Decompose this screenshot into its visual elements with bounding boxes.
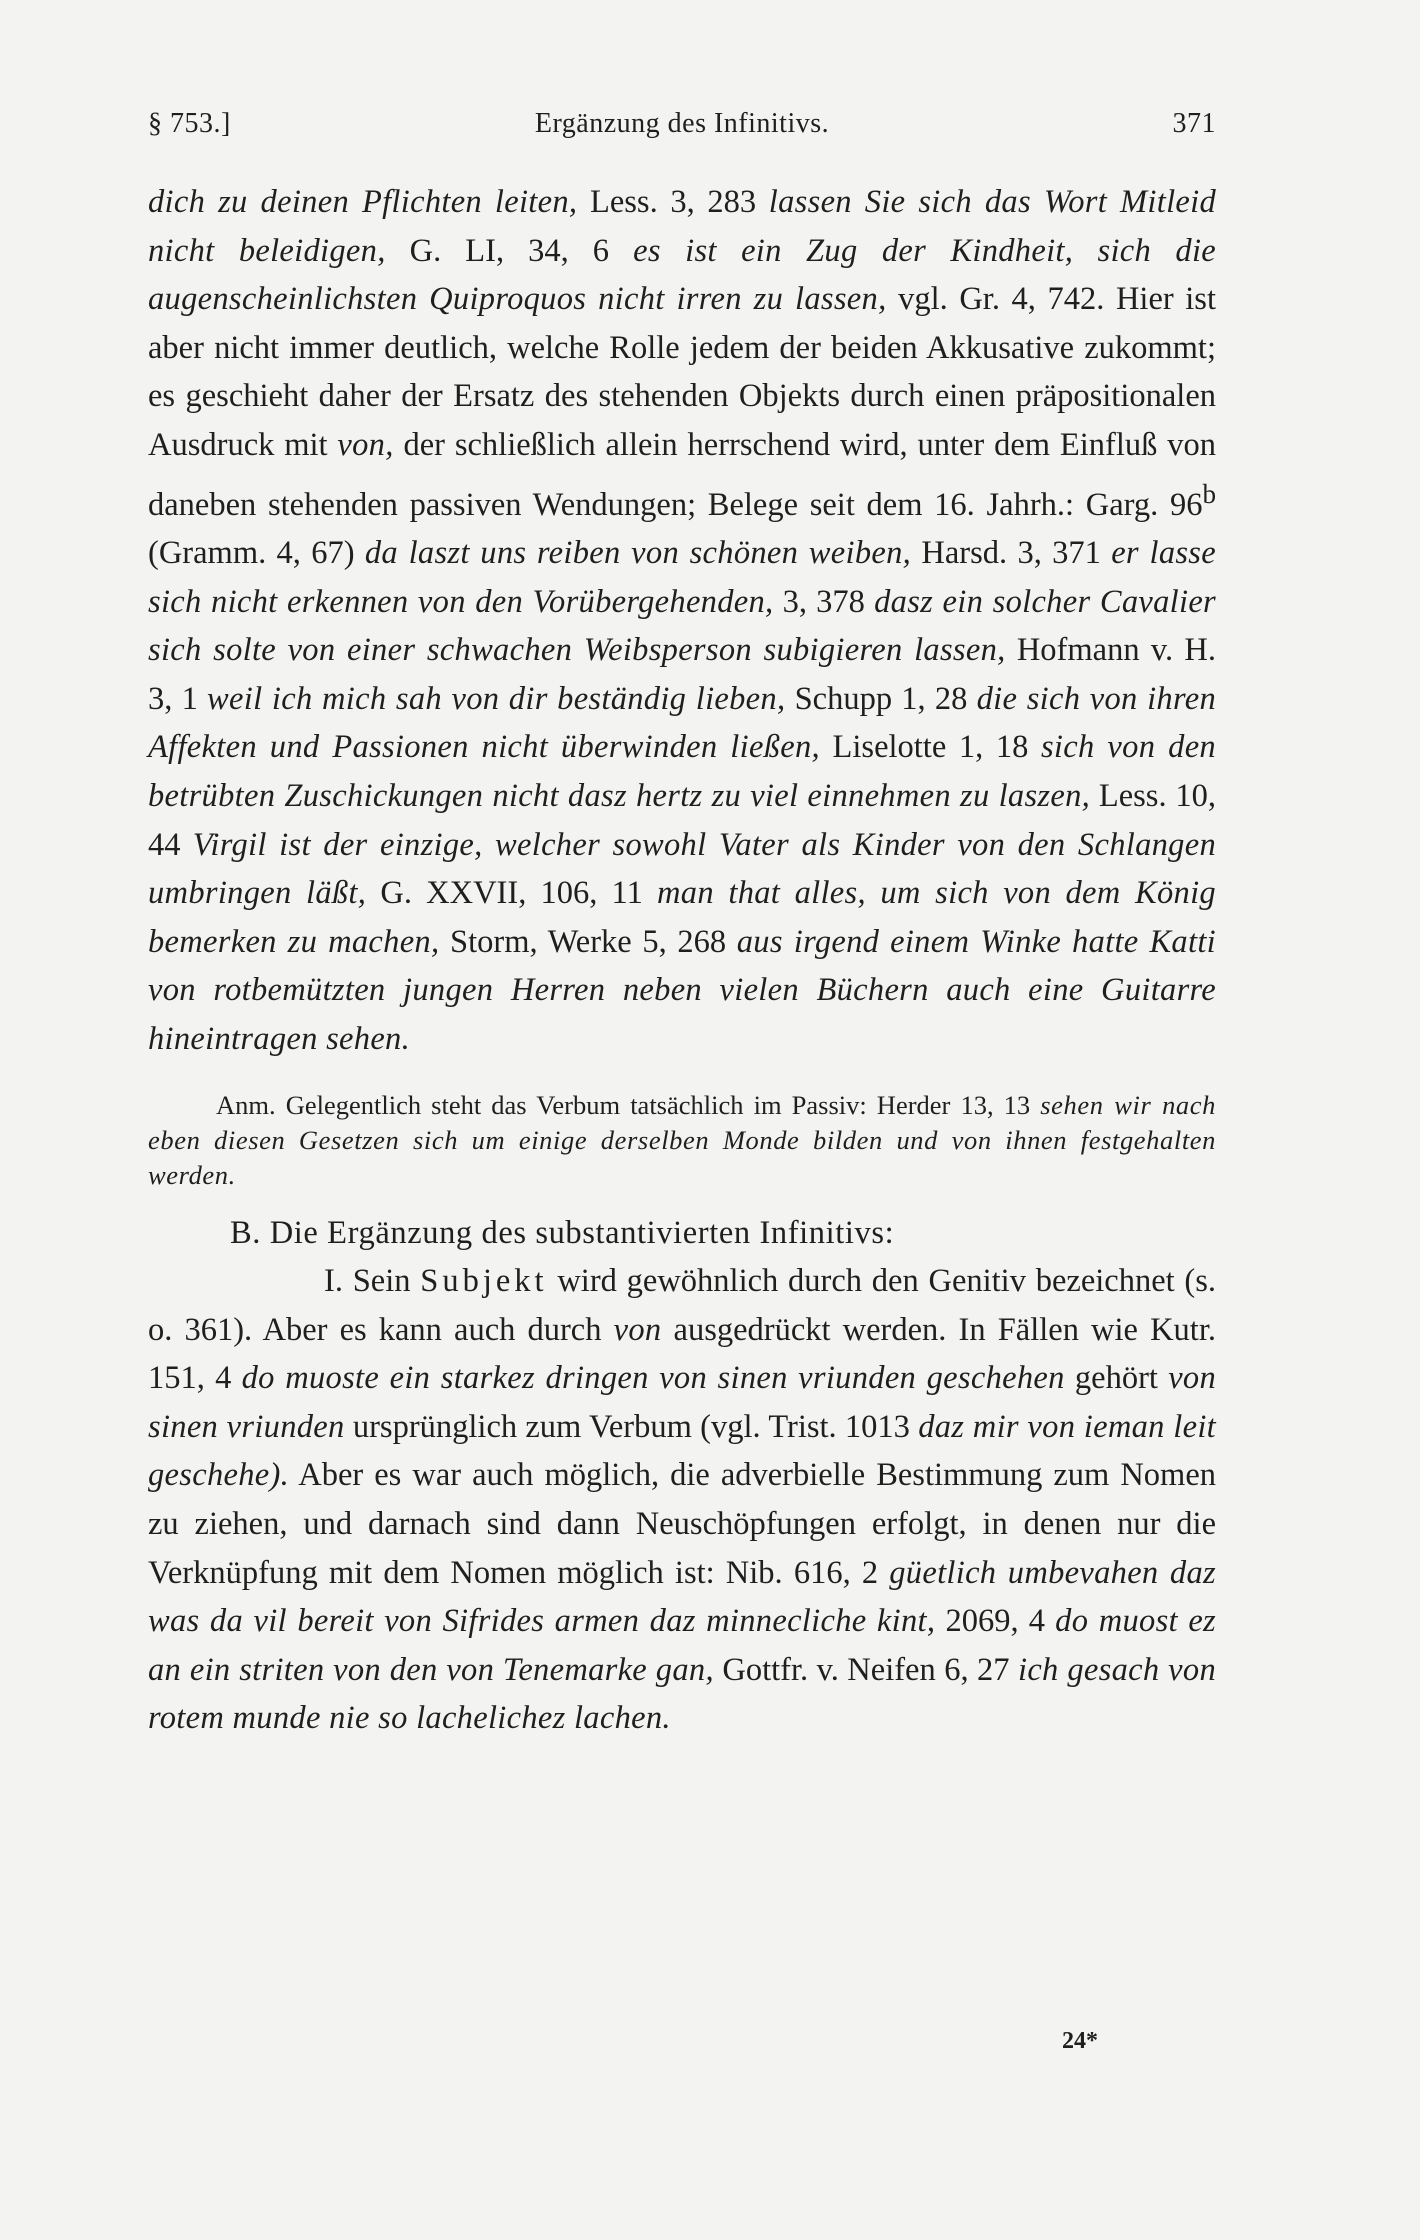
main-paragraph [148, 178, 1216, 1064]
spaced-term: Subjekt [420, 1263, 548, 1300]
citation: G. LI, 34, 6 [385, 232, 634, 269]
quotation: dasz ein solcher Cavalier sich solte von einer schwachen Weibsperson subigieren lassen, [148, 583, 1216, 669]
quotation: aus irgend einem Winke hatte Katti von rotbemützten jungen Herren neben vielen Büchern auch eine Guitarre hineintragen sehen. [148, 923, 1216, 1057]
running-header [148, 108, 1216, 148]
quotation: daz mir von ieman leit geschehe). [148, 1408, 1216, 1494]
body-text-run: ausgedrückt werden. In Fällen wie Kutr. 151, 4 [148, 1311, 1216, 1397]
citation: 2069, 4 [935, 1603, 1056, 1640]
body-text-run: der schließlich allein herrschend wird, unter dem Einfluß von daneben stehenden passiven Wendungen; Belege seit dem 16. Jahrh.: Garg. 96 [148, 426, 1216, 523]
quotation: do muoste ein starkez dringen von sinen vriunden geschehen [241, 1360, 1065, 1397]
quotation: weil ich mich sah von dir beständig lieben, [207, 680, 786, 717]
body-text [148, 178, 1216, 1743]
quotation: von sinen vriunden [148, 1360, 1217, 1445]
body-text-run: gehört [1064, 1360, 1169, 1397]
running-title: Ergänzung des Infinitivs. [534, 108, 830, 139]
citation: Less. 3, 283 [577, 184, 769, 220]
section-reference: § 753.] [148, 108, 231, 139]
citation: Less. 10, 44 [148, 777, 1217, 863]
note-quotation: sehen wir nach eben diesen Gesetzen sich um einige derselben Monde bilden und von ihnen festgehalten werden. [148, 1089, 1216, 1190]
citation: Liselotte 1, 18 [819, 729, 1041, 766]
quotation: lassen Sie sich das Wort Mitleid nicht beleidigen, [148, 184, 1217, 269]
printer-signature: 24* [1062, 2028, 1098, 2054]
body-text-run: wird gewöhnlich durch den Genitiv bezeichnet (s. o. 361). Aber es kann auch durch [148, 1263, 1217, 1348]
body-text-run: ursprünglich zum Verbum (vgl. Trist. 1013 [344, 1408, 919, 1445]
quotation: von, [337, 426, 394, 463]
quotation: er lasse sich nicht erkennen von den Vorübergehenden, [148, 534, 1216, 620]
quotation: ich gesach von rotem munde nie so lachelichez lachen. [148, 1651, 1217, 1737]
quotation: die sich von ihren Affekten und Passionen nicht überwinden ließen, [148, 680, 1217, 766]
citation: (Gramm. 4, 67) [148, 534, 365, 571]
citation: Gottfr. v. Neifen 6, 27 [713, 1651, 1018, 1688]
section-heading: B. Die Ergänzung des substantivierten Infinitivs: [230, 1214, 895, 1251]
page-number: 371 [1172, 108, 1216, 139]
body-text-run: vgl. Gr. 4, 742. Hier ist aber nicht immer deutlich, welche Rolle jedem der beiden Akkusative zukommt; es geschieht daher der Ersatz des stehenden Objekts durch einen präpositionalen Ausdruck mit [148, 281, 1216, 463]
citation: 3, 378 [773, 583, 875, 620]
quotation: do muost ez an ein striten von den von Tenemarke gan, [148, 1603, 1216, 1688]
quotation: es ist ein Zug der Kindheit, sich die augenscheinlichsten Quiproquos nicht irren zu lassen, [148, 232, 1216, 318]
citation: G. XXVII, 106, 11 [366, 875, 658, 912]
note-paragraph [148, 1088, 1216, 1193]
body-text-run: Aber es war auch möglich, die adverbielle Bestimmung zum Nomen zu ziehen, und darnach sind dann Neuschöpfungen erfolgt, in denen nur die Verknüpfung mit dem Nomen möglich ist: Nib. 616, 2 [148, 1457, 1216, 1591]
quotation: von [613, 1311, 662, 1348]
citation: Hofmann v. H. 3, 1 [148, 632, 1216, 717]
quotation: da laszt uns reiben von schönen weiben, [364, 534, 912, 571]
superscript: b [1202, 478, 1216, 509]
citation: Schupp 1, 28 [785, 680, 977, 717]
quotation: Virgil ist der einzige, welcher sowohl Vater als Kinder von den Schlangen umbringen läßt, [148, 826, 1217, 912]
quotation: güetlich umbevahen daz was da vil bereit von Sifrides armen daz minnecliche kint, [148, 1554, 1216, 1640]
section-paragraph [148, 1257, 1216, 1743]
quotation: man that alles, um sich von dem König bemerken zu machen, [148, 875, 1216, 960]
note-text: Anm. Gelegentlich steht das Verbum tatsächlich im Passiv: Herder 13, 13 [216, 1089, 1041, 1120]
quotation: sich von den betrübten Zuschickungen nicht dasz hertz zu viel einnehmen zu laszen, [148, 729, 1216, 814]
citation: Harsd. 3, 371 [911, 534, 1112, 571]
body-text-run: I. Sein [324, 1263, 421, 1300]
citation: Storm, Werke 5, 268 [439, 923, 737, 960]
quotation: dich zu deinen Pflichten leiten, [148, 184, 578, 220]
